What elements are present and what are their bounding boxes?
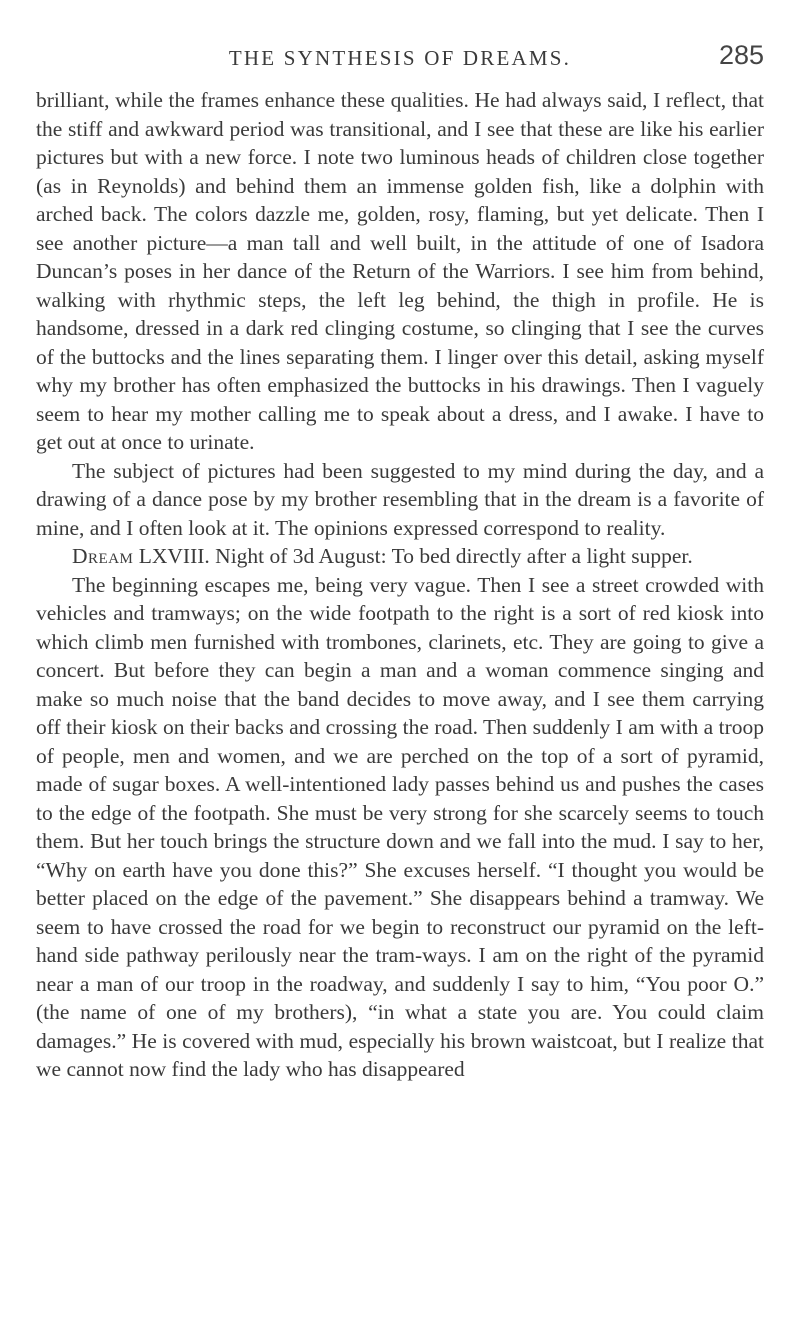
paragraph: The subject of pictures had been suggested to my mind during the day, and a drawing of a dance pose by my brother resembling that in the dream is a favorite of mine, and I often look at it. The opinions expressed correspond to reality. [36, 458, 764, 540]
body-text [36, 86, 764, 1084]
page-number: 285 [718, 40, 764, 70]
running-head [36, 40, 764, 80]
paragraph: brilliant, while the frames enhance these qualities. He had always said, I reflect, that the stiff and awkward period was transitional, and I see that these are like his earlier pictures but with a new force. I note two luminous heads of children close together (as in Reynolds) and behind them an immense golden fish, like a dolphin with arched back. The colors dazzle me, golden, rosy, flaming, but yet delicate. Then I see another picture—a man tall and well built, in the attitude of one of Isadora Duncan’s poses in her dance of the Return of the Warriors. I see him from behind, walking with rhythmic steps, the left leg behind, the thigh in profile. He is handsome, dressed in a dark red clinging costume, so clinging that I see the curves of the buttocks and the lines separating them. I linger over this detail, asking myself why my brother has often emphasized the buttocks in his drawings. Then I vaguely seem to hear my mother calling me to speak about a dress, and I awake. I have to get out at once to urinate. [36, 88, 764, 454]
running-title: THE SYNTHESIS OF DREAMS. [228, 46, 572, 70]
dream-entry-paragraph [36, 542, 764, 571]
paragraph: The beginning escapes me, being very vague. Then I see a street crowded with vehicles and tramways; on the wide footpath to the right is a sort of red kiosk into which climb men furnished with trombones, clarinets, etc. They are going to give a concert. But before they can begin a man and a woman commence singing and make so much noise that the band decides to move away, and I see them carrying off their kiosk on their backs and crossing the road. Then suddenly I am with a troop of people, men and women, and we are perched on the top of a sort of pyramid, made of sugar boxes. A well-intentioned lady passes behind us and pushes the cases to the edge of the footpath. She must be very strong for she scarcely seems to touch them. But her touch brings the structure down and we fall into the mud. I say to her, “Why on earth have you done this?” She excuses herself. “I thought you would be better placed on the edge of the pavement.” She disappears behind a tramway. We seem to have crossed the road for we begin to reconstruct our pyramid on the left-hand side pathway perilously near the tram-ways. I am on the right of the pyramid near a man of our troop in the roadway, and suddenly I say to him, “You poor O.” (the name of one of my brothers), “in what a state you are. You could claim damages.” He is covered with mud, especially his brown waistcoat, but I realize that we cannot now find the lady who has disappeared [36, 572, 764, 1081]
dream-entry-text: LXVIII. Night of 3d August: To bed directly after a light supper. [133, 544, 693, 568]
dream-heading: Dream [72, 544, 134, 568]
